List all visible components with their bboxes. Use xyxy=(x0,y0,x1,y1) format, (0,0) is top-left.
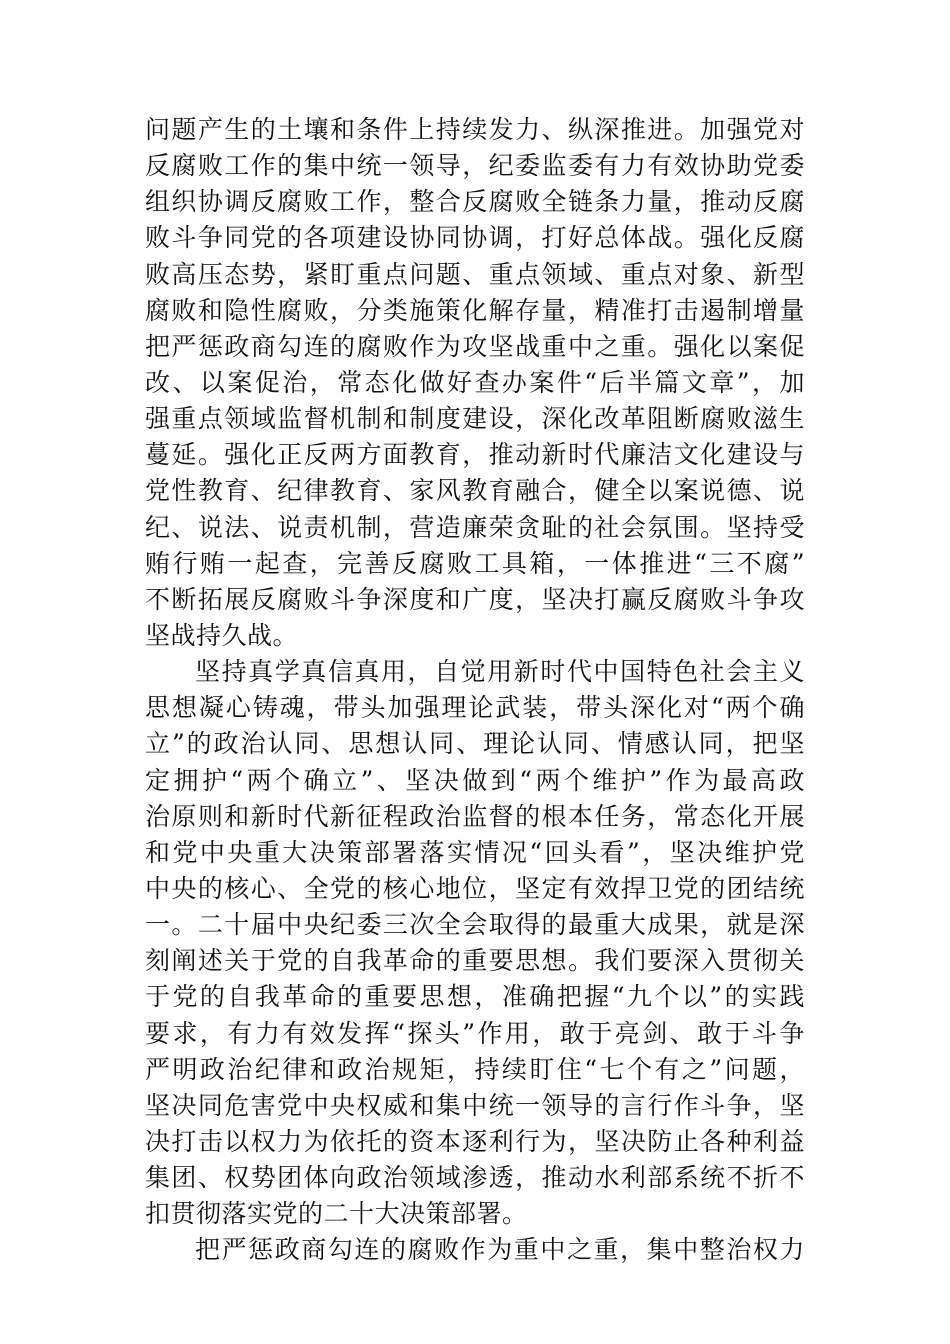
text-line: 坚持真学真信真用，自觉用新时代中国特色社会主义 xyxy=(195,657,805,687)
text-line: 把严惩政商勾连的腐败作为重中之重，集中整治权力 xyxy=(195,1235,805,1265)
text-line: 不断拓展反腐败斗争深度和广度，坚决打赢反腐败斗争攻 xyxy=(145,584,805,614)
text-line: 把严惩政商勾连的腐败作为攻坚战重中之重。强化以案促 xyxy=(145,331,805,361)
document-page xyxy=(145,112,805,1269)
text-line: 要求，有力有效发挥“探头”作用，敢于亮剑、敢于斗争 xyxy=(145,1018,805,1048)
text-line: 贿行贿一起查，完善反腐败工具箱，一体推进“三不腐” xyxy=(145,548,805,578)
text-line: 和党中央重大决策部署落实情况“回头看”，坚决维护党 xyxy=(145,837,805,867)
text-line: 严明政治纪律和政治规矩，持续盯住“七个有之”问题， xyxy=(145,1054,805,1084)
text-line: 坚战持久战。 xyxy=(145,620,299,650)
text-line: 定拥护“两个确立”、坚决做到“两个维护”作为最高政 xyxy=(145,765,805,795)
text-line: 于党的自我革命的重要思想，准确把握“九个以”的实践 xyxy=(145,982,805,1012)
text-line: 坚决同危害党中央权威和集中统一领导的言行作斗争，坚 xyxy=(145,1090,805,1120)
text-line: 集团、权势团体向政治领域渗透，推动水利部系统不折不 xyxy=(145,1163,805,1193)
text-line: 腐败和隐性腐败，分类施策化解存量，精准打击遏制增量 xyxy=(145,295,805,325)
text-line: 败斗争同党的各项建设协同协调，打好总体战。强化反腐 xyxy=(145,223,805,253)
paragraph xyxy=(145,112,805,654)
text-line: 治原则和新时代新征程政治监督的根本任务，常态化开展 xyxy=(145,801,805,831)
text-line: 决打击以权力为依托的资本逐利行为，坚决防止各种利益 xyxy=(145,1126,805,1156)
text-line: 反腐败工作的集中统一领导，纪委监委有力有效协助党委 xyxy=(145,151,805,181)
text-line: 中央的核心、全党的核心地位，坚定有效捍卫党的团结统 xyxy=(145,873,805,903)
text-line: 党性教育、纪律教育、家风教育融合，健全以案说德、说 xyxy=(145,476,805,506)
text-line: 改、以案促治，常态化做好查办案件“后半篇文章”，加 xyxy=(145,367,805,397)
text-line: 思想凝心铸魂，带头加强理论武装，带头深化对“两个确 xyxy=(145,693,805,723)
text-line: 立”的政治认同、思想认同、理论认同、情感认同，把坚 xyxy=(145,729,805,759)
text-line: 一。二十届中央纪委三次全会取得的最重大成果，就是深 xyxy=(145,910,805,940)
text-line: 强重点领域监督机制和制度建设，深化改革阻断腐败滋生 xyxy=(145,404,805,434)
text-line: 扣贯彻落实党的二十大决策部署。 xyxy=(145,1199,528,1229)
text-line: 问题产生的土壤和条件上持续发力、纵深推进。加强党对 xyxy=(145,115,805,144)
text-line: 刻阐述关于党的自我革命的重要思想。我们要深入贯彻关 xyxy=(145,946,805,976)
text-line: 纪、说法、说责机制，营造廉荣贪耻的社会氛围。坚持受 xyxy=(145,512,805,542)
paragraph xyxy=(145,1232,805,1268)
text-line: 败高压态势，紧盯重点问题、重点领域、重点对象、新型 xyxy=(145,259,805,289)
paragraph xyxy=(145,654,805,1232)
text-line: 蔓延。强化正反两方面教育，推动新时代廉洁文化建设与 xyxy=(145,440,805,470)
text-line: 组织协调反腐败工作，整合反腐败全链条力量，推动反腐 xyxy=(145,187,805,217)
